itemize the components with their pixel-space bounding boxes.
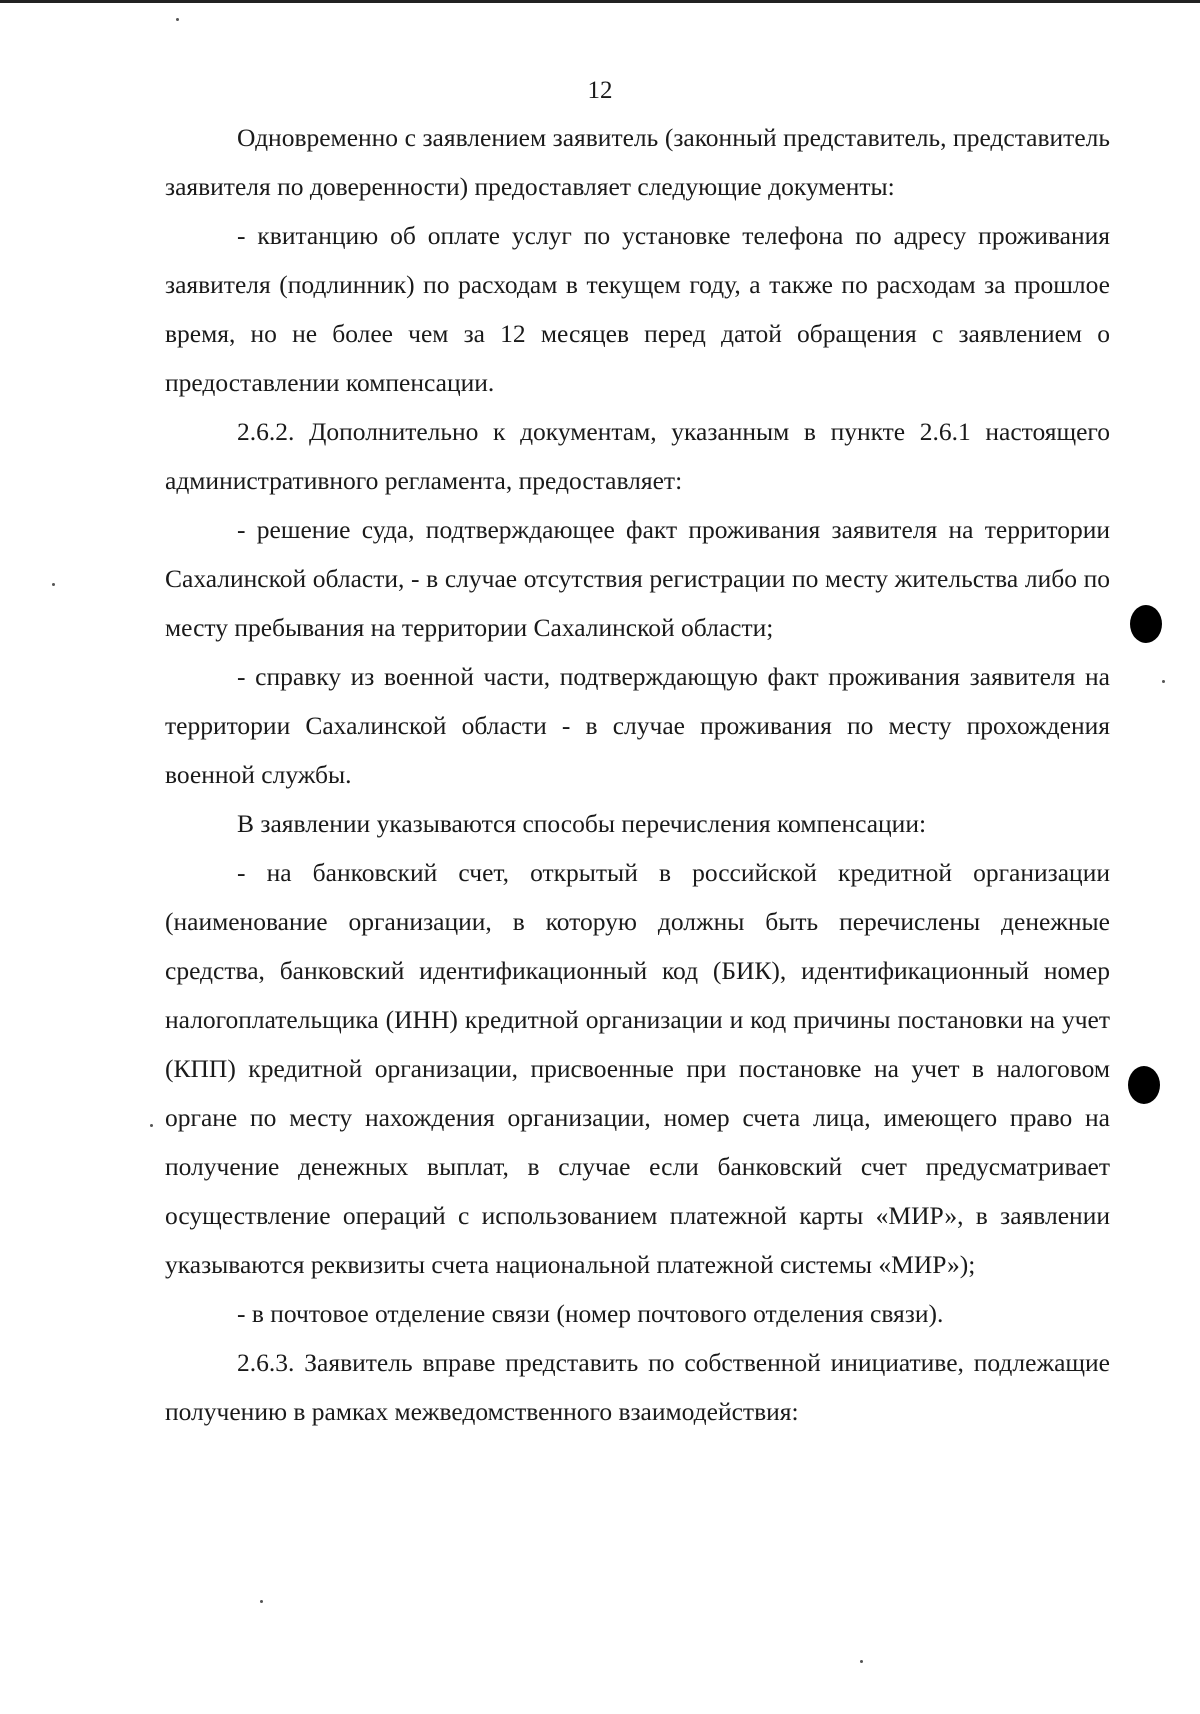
paragraph-military-certificate: - справку из военной части, подтверждающую факт проживания заявителя на территории Сахалинской области - в случае проживания по месту прохождения военной службы. — [165, 662, 1110, 789]
scan-speck — [176, 18, 179, 21]
paragraph-post-office: - в почтовое отделение связи (номер почтового отделения связи). — [237, 1299, 944, 1328]
paragraph-documents-intro: Одновременно с заявлением заявитель (законный представитель, представитель заявителя по доверенности) предоставляет следующие документы: — [165, 123, 1110, 201]
paragraph-phone-receipt: - квитанцию об оплате услуг по установке телефона по адресу проживания заявителя (подлинник) по расходам в текущем году, а также по расходам за прошлое время, но не более чем за 12 месяцев перед датой обращения с заявлением о предоставлении компенсации. — [165, 221, 1110, 397]
scan-speck — [260, 1600, 263, 1603]
punch-hole-upper — [1130, 605, 1162, 643]
paragraph-2-6-3: 2.6.3. Заявитель вправе представить по собственной инициативе, подлежащие получению в рамках межведомственного взаимодействия: — [165, 1348, 1110, 1426]
paragraph-court-decision: - решение суда, подтверждающее факт проживания заявителя на территории Сахалинской области, - в случае отсутствия регистрации по месту жительства либо по месту пребывания на территории Сахалинской области; — [165, 515, 1110, 642]
scan-speck — [52, 583, 55, 586]
document-body — [165, 113, 1110, 1436]
paragraph-bank-account: - на банковский счет, открытый в российской кредитной организации (наименование организации, в которую должны быть перечислены денежные средства, банковский идентификационный код (БИК), идентификационный номер налогоплательщика (ИНН) кредитной организации и код причины постановки на учет (КПП) кредитной организации, присвоенные при постановке на учет в налоговом органе по месту нахождения организации, номер счета лица, имеющего право на получение денежных выплат, в случае если банковский счет предусматривает осуществление операций с использованием платежной карты «МИР», в заявлении указываются реквизиты счета национальной платежной системы «МИР»); — [165, 858, 1110, 1279]
scan-speck — [860, 1660, 863, 1663]
paragraph-payment-methods: В заявлении указываются способы перечисления компенсации: — [237, 809, 927, 838]
scan-speck — [1162, 680, 1165, 683]
page-number: 12 — [587, 77, 613, 104]
punch-hole-lower — [1128, 1066, 1160, 1104]
scan-speck — [150, 1124, 153, 1127]
scan-top-edge — [0, 0, 1200, 3]
paragraph-2-6-2: 2.6.2. Дополнительно к документам, указанным в пункте 2.6.1 настоящего административного регламента, предоставляет: — [165, 417, 1110, 495]
